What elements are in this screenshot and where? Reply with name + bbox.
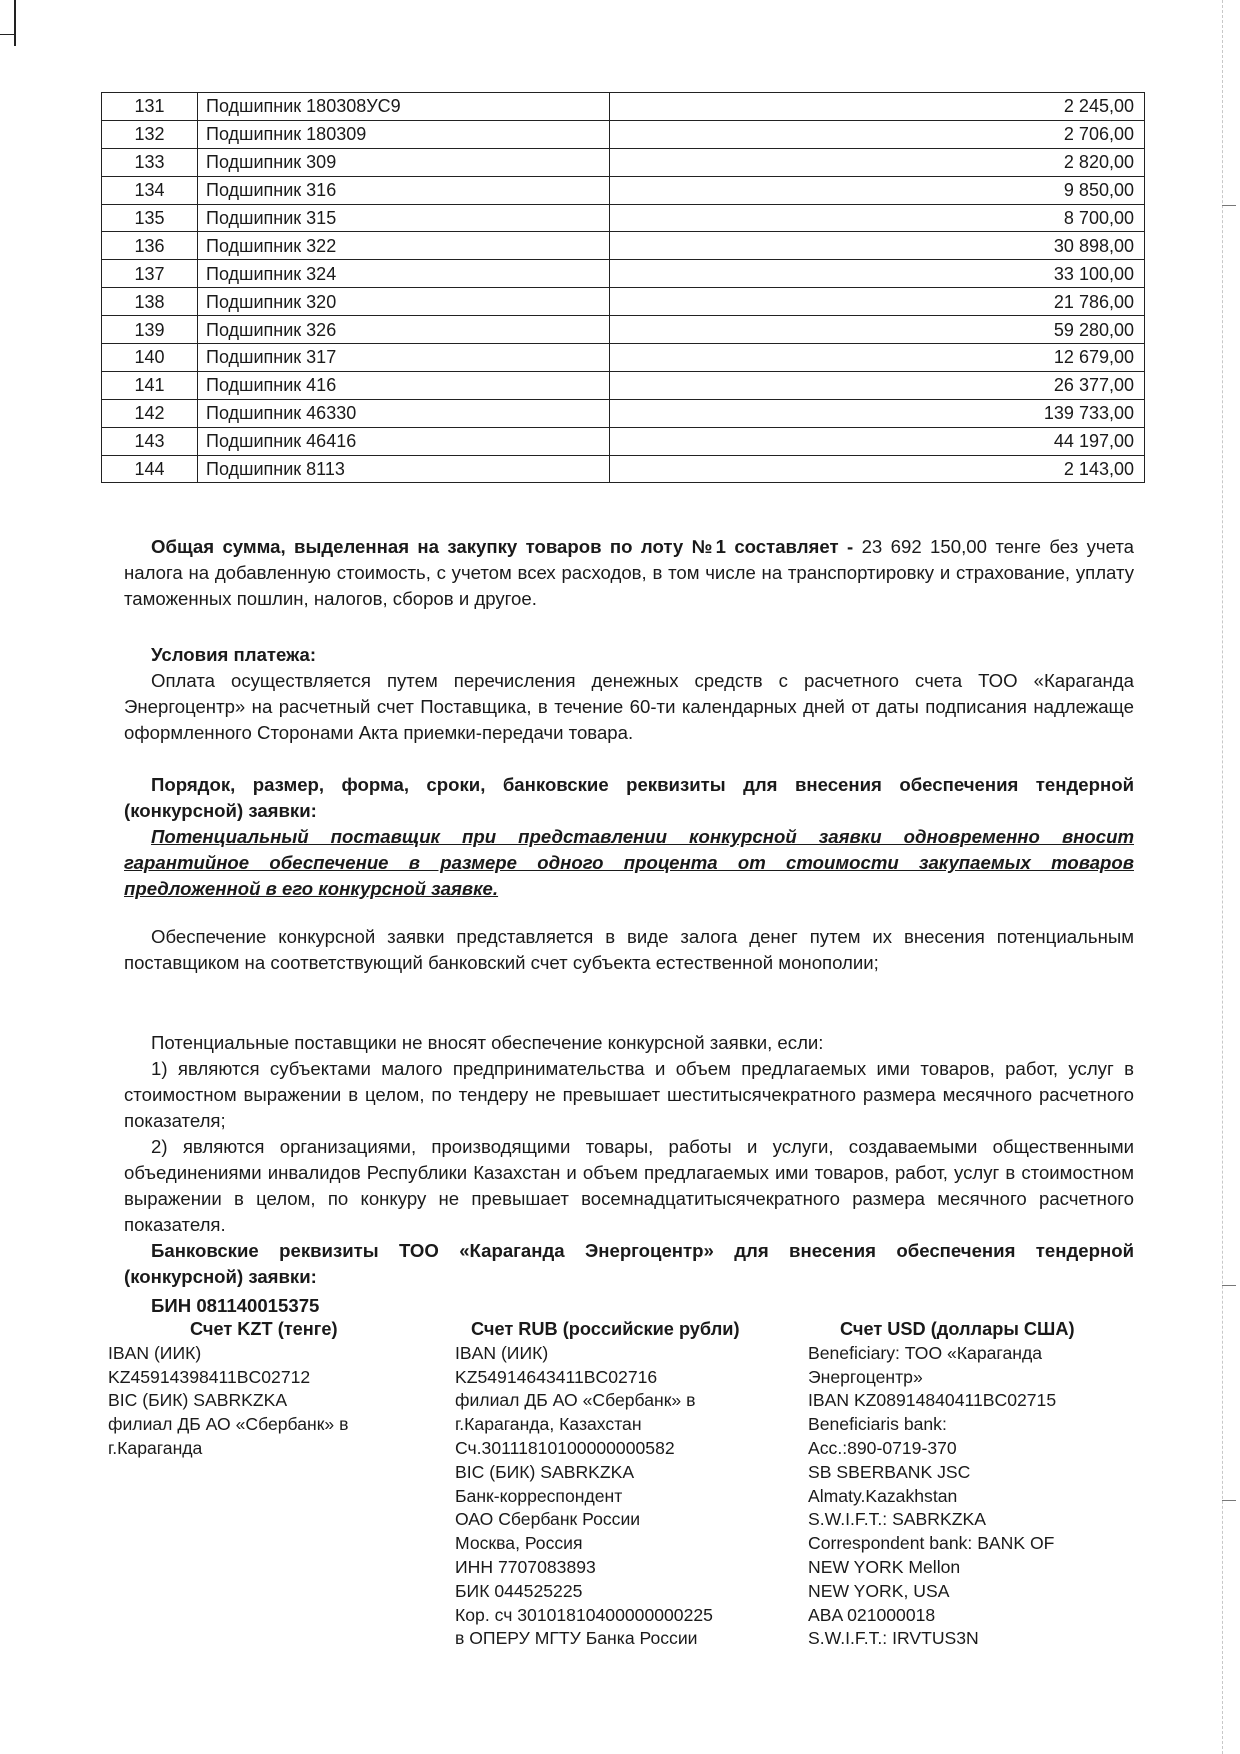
item-price: 26 377,00 <box>610 371 1145 399</box>
row-number: 138 <box>102 288 198 316</box>
account-usd-line: Beneficiaris bank: <box>808 1414 947 1435</box>
table-row <box>102 288 1145 316</box>
account-usd-line: Beneficiary: ТОО «Караганда <box>808 1342 1042 1363</box>
table-row <box>102 344 1145 372</box>
item-name: Подшипник 180309 <box>198 120 610 148</box>
account-usd-line: NEW YORK, USA <box>808 1580 950 1601</box>
item-name: Подшипник 316 <box>198 176 610 204</box>
row-number: 137 <box>102 260 198 288</box>
account-rub-line: Банк-корреспондент <box>455 1485 623 1506</box>
table-row <box>102 148 1145 176</box>
item-name: Подшипник 324 <box>198 260 610 288</box>
item-price: 2 245,00 <box>610 93 1145 121</box>
account-rub-line: Сч.30111810100000000582 <box>455 1437 675 1458</box>
total-sum-block <box>124 534 1134 612</box>
scan-right-edge <box>1222 0 1223 1754</box>
row-number: 134 <box>102 176 198 204</box>
account-rub-lines <box>455 1342 795 1651</box>
item-name: Подшипник 326 <box>198 316 610 344</box>
account-kzt-lines <box>108 1342 408 1461</box>
account-usd-line: Acc.:890-0719-370 <box>808 1437 957 1458</box>
row-number: 144 <box>102 455 198 483</box>
account-rub-line: Москва, Россия <box>455 1533 583 1554</box>
account-kzt-line: IBAN (ИИК) <box>108 1342 202 1363</box>
payment-heading <box>124 642 1134 668</box>
item-price: 30 898,00 <box>610 232 1145 260</box>
item-name: Подшипник 309 <box>198 148 610 176</box>
table-row <box>102 93 1145 121</box>
item-price: 2 706,00 <box>610 120 1145 148</box>
security-heading-text: Порядок, размер, форма, сроки, банковские реквизиты для внесения обеспечения тендерной (конкурсной) заявки: <box>124 774 1134 821</box>
bin-number: БИН 081140015375 <box>151 1295 320 1316</box>
total-sum-rest: тенге без учета налога на добавленную стоимость, с учетом всех расходов, в том числе на транспортировку и страхование, уплату таможенных пошлин, налогов, сборов и другое. <box>124 536 1134 609</box>
exemption-item-1: 1) являются субъектами малого предпринимательства и объем предлагаемых ими товаров, работ, услуг в стоимостном выражении в целом, по тендеру не превышает шеститысячекратного размера месячного расчетного показателя; <box>124 1058 1134 1131</box>
item-name: Подшипник 8113 <box>198 455 610 483</box>
row-number: 132 <box>102 120 198 148</box>
item-price: 2 143,00 <box>610 455 1145 483</box>
account-rub-line: IBAN (ИИК) <box>455 1342 549 1363</box>
account-rub <box>455 1318 795 1651</box>
account-usd <box>808 1318 1128 1651</box>
account-rub-title: Счет RUB (российские рубли) <box>471 1319 740 1339</box>
account-usd-line: S.W.I.F.T.: SABRKZKA <box>808 1509 986 1530</box>
table-row <box>102 232 1145 260</box>
item-name: Подшипник 46330 <box>198 399 610 427</box>
item-price: 9 850,00 <box>610 176 1145 204</box>
item-price: 139 733,00 <box>610 399 1145 427</box>
item-price: 8 700,00 <box>610 204 1145 232</box>
account-usd-lines <box>808 1342 1128 1651</box>
payment-terms-block <box>124 642 1134 746</box>
row-number: 131 <box>102 93 198 121</box>
bank-heading-text: Банковские реквизиты ТОО «Караганда Энергоцентр» для внесения обеспечения тендерной (конкурсной) заявки: <box>124 1240 1134 1287</box>
account-rub-line: KZ54914643411BC02716 <box>455 1366 658 1387</box>
account-usd-line: Almaty.Kazakhstan <box>808 1485 958 1506</box>
item-name: Подшипник 416 <box>198 371 610 399</box>
item-price: 12 679,00 <box>610 344 1145 372</box>
table-row <box>102 204 1145 232</box>
security-block <box>124 772 1134 902</box>
item-price: 2 820,00 <box>610 148 1145 176</box>
exemption-item-2: 2) являются организациями, производящими товары, работы и услуги, создаваемыми общественными объединениями инвалидов Республики Казахстан и объем предлагаемых ими товаров, работ, услуг в стоимостном выражении в целом, по конкуру не превышает восемнадцатитысячекратного размера месячного расчетного показателя. <box>124 1136 1134 1235</box>
item-name: Подшипник 46416 <box>198 427 610 455</box>
goods-table-body <box>102 93 1145 483</box>
account-kzt-line: KZ45914398411BC02712 <box>108 1366 311 1387</box>
item-name: Подшипник 315 <box>198 204 610 232</box>
item-price: 44 197,00 <box>610 427 1145 455</box>
item-name: Подшипник 317 <box>198 344 610 372</box>
table-row <box>102 455 1145 483</box>
item-name: Подшипник 180308УС9 <box>198 93 610 121</box>
account-usd-line: IBAN KZ08914840411BC02715 <box>808 1390 1057 1411</box>
scan-right-tick <box>1222 205 1236 206</box>
security-heading <box>124 772 1134 824</box>
goods-table <box>101 92 1145 483</box>
row-number: 141 <box>102 371 198 399</box>
account-usd-line: ABA 021000018 <box>808 1604 936 1625</box>
account-rub-line: ИНН 7707083893 <box>455 1556 596 1577</box>
account-kzt <box>108 1318 408 1461</box>
table-row <box>102 371 1145 399</box>
account-usd-line: NEW YORK Mellon <box>808 1556 961 1577</box>
table-row <box>102 260 1145 288</box>
total-sum-amount: 23 692 150,00 <box>861 536 987 557</box>
payment-heading-text: Условия платежа: <box>151 644 317 665</box>
scan-edge-tick <box>0 34 14 35</box>
row-number: 143 <box>102 427 198 455</box>
exemptions-intro: Потенциальные поставщики не вносят обеспечение конкурсной заявки, если: <box>151 1032 824 1053</box>
security-emphasis: Потенциальный поставщик при представлении конкурсной заявки одновременно вносит гарантийное обеспечение в размере одного процента от стоимости закупаемых товаров предложенной в его конкурсной заявке. <box>124 826 1134 899</box>
exemptions-block <box>124 1030 1134 1290</box>
item-price: 33 100,00 <box>610 260 1145 288</box>
account-usd-line: Correspondent bank: BANK OF <box>808 1533 1055 1554</box>
account-rub-line: Кор. сч 30101810400000000225 <box>455 1604 713 1625</box>
row-number: 136 <box>102 232 198 260</box>
scan-edge-mark <box>14 0 16 46</box>
account-usd-line: Энергоцентр» <box>808 1366 923 1387</box>
account-kzt-line: филиал ДБ АО «Сбербанк» в <box>108 1414 349 1435</box>
table-row <box>102 120 1145 148</box>
item-name: Подшипник 320 <box>198 288 610 316</box>
total-sum-paragraph <box>124 534 1134 612</box>
row-number: 139 <box>102 316 198 344</box>
total-sum-label: Общая сумма, выделенная на закупку товаров по лоту №1 составляет - <box>151 536 854 557</box>
account-rub-line: ОАО Сбербанк России <box>455 1509 641 1530</box>
table-row <box>102 316 1145 344</box>
pledge-block <box>124 924 1134 976</box>
pledge-text: Обеспечение конкурсной заявки представляется в виде залога денег путем их внесения потенциальным поставщиком на соответствующий банковский счет субъекта естественной монополии; <box>124 926 1134 973</box>
account-kzt-line: BIC (БИК) SABRKZKA <box>108 1390 288 1411</box>
account-usd-title: Счет USD (доллары США) <box>840 1319 1075 1339</box>
item-price: 21 786,00 <box>610 288 1145 316</box>
item-price: 59 280,00 <box>610 316 1145 344</box>
account-kzt-title: Счет KZT (тенге) <box>190 1319 338 1339</box>
table-row <box>102 399 1145 427</box>
row-number: 133 <box>102 148 198 176</box>
table-row <box>102 176 1145 204</box>
account-rub-line: в ОПЕРУ МГТУ Банка России <box>455 1628 698 1649</box>
table-row <box>102 427 1145 455</box>
payment-text: Оплата осуществляется путем перечисления денежных средств с расчетного счета ТОО «Караганда Энергоцентр» на расчетный счет Поставщика, в течение 60-ти календарных дней от даты подписания надлежаще оформленного Сторонами Акта приемки-передачи товара. <box>124 670 1134 743</box>
account-rub-line: филиал ДБ АО «Сбербанк» в <box>455 1390 696 1411</box>
account-usd-line: SB SBERBANK JSC <box>808 1461 971 1482</box>
account-rub-line: г.Караганда, Казахстан <box>455 1414 642 1435</box>
account-kzt-line: г.Караганда <box>108 1437 203 1458</box>
scan-right-tick <box>1222 1500 1236 1501</box>
scan-right-tick <box>1222 1285 1236 1286</box>
account-rub-line: БИК 044525225 <box>455 1580 583 1601</box>
bank-heading <box>124 1238 1134 1290</box>
account-usd-line: S.W.I.F.T.: IRVTUS3N <box>808 1628 979 1649</box>
item-name: Подшипник 322 <box>198 232 610 260</box>
account-rub-line: BIC (БИК) SABRKZKA <box>455 1461 635 1482</box>
row-number: 135 <box>102 204 198 232</box>
row-number: 140 <box>102 344 198 372</box>
row-number: 142 <box>102 399 198 427</box>
